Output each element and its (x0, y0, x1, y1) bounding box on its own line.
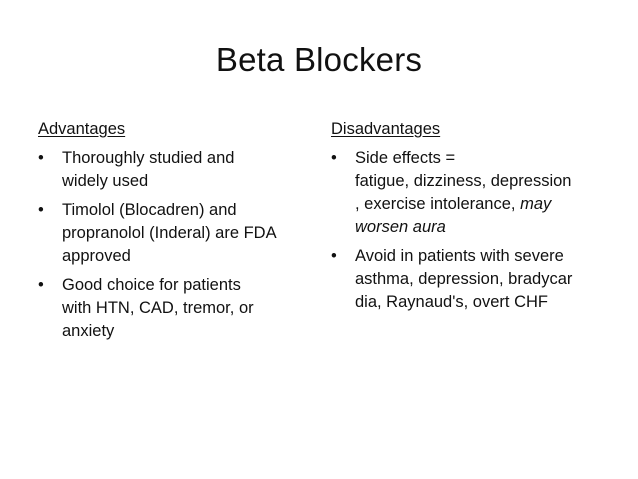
list-item (38, 147, 310, 193)
list-item (38, 274, 310, 343)
bullet-line: • Side effects = (355, 149, 456, 167)
advantages-column (38, 118, 310, 349)
advantages-list (38, 147, 310, 343)
slide-title: Beta Blockers (215, 41, 423, 78)
emphasis-line: worsen aura (355, 218, 446, 236)
bullet-line: • Thoroughly studied and (62, 149, 235, 167)
list-item (38, 199, 310, 268)
list-item (331, 147, 603, 239)
advantages-heading: Advantages (38, 120, 126, 138)
bullet-line: asthma, depression, bradycar (355, 270, 573, 288)
disadvantages-column (331, 118, 603, 320)
bullet-line: with HTN, CAD, tremor, or (62, 299, 254, 317)
emphasis-text: may (520, 195, 552, 213)
list-item (331, 245, 603, 314)
disadvantages-heading: Disadvantages (331, 120, 441, 138)
bullet-line: widely used (62, 172, 149, 190)
bullet-line: fatigue, dizziness, depression (355, 172, 572, 190)
disadvantages-list (331, 147, 603, 314)
bullet-line: • Avoid in patients with severe (355, 247, 564, 265)
bullet-line: • Timolol (Blocadren) and (62, 201, 237, 219)
bullet-line: • Good choice for patients (62, 276, 241, 294)
bullet-line: anxiety (62, 322, 115, 340)
bullet-line (355, 193, 603, 216)
bullet-line: propranolol (Inderal) are FDA (62, 224, 277, 242)
bullet-text: , exercise intolerance, (355, 195, 521, 213)
bullet-line: approved (62, 247, 131, 265)
bullet-line: dia, Raynaud's, overt CHF (355, 293, 548, 311)
